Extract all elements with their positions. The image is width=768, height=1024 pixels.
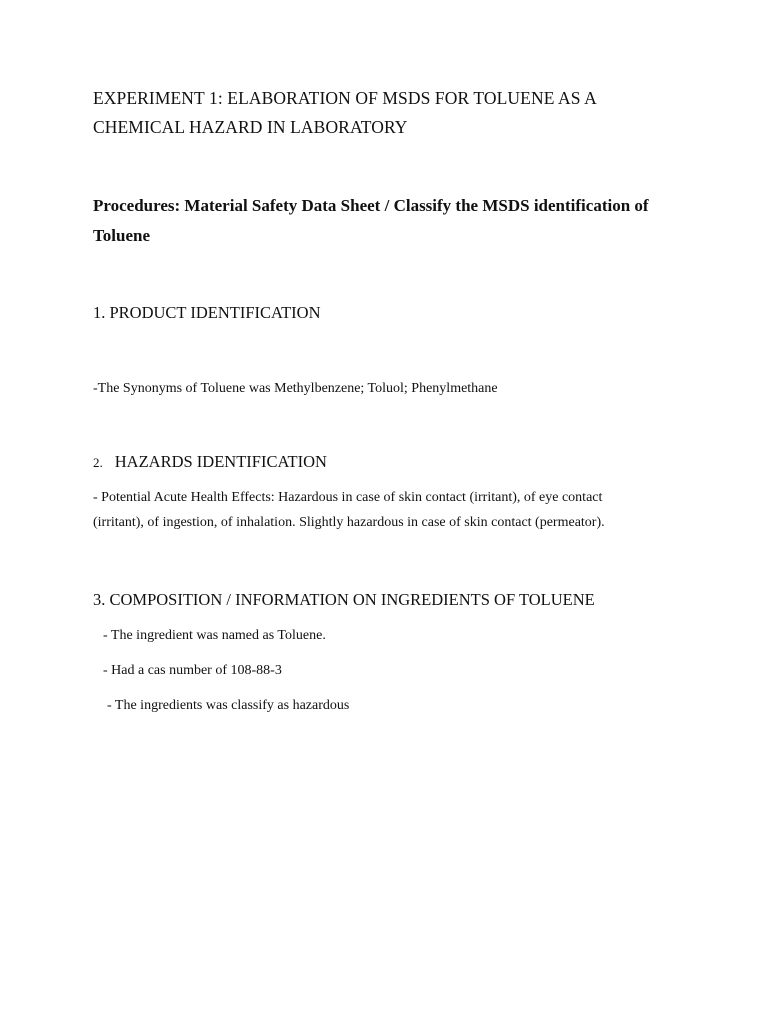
document-title-line-2: CHEMICAL HAZARD IN LABORATORY [93, 117, 408, 137]
section-2-heading: HAZARDS IDENTIFICATION [114, 452, 327, 471]
section-1-text: -The Synonyms of Toluene was Methylbenzene; Toluol; Phenylmethane [93, 381, 498, 396]
section-2-number: 2. [93, 455, 103, 470]
section-3-item-2: - Had a cas number of 108-88-3 [103, 663, 282, 678]
section-3-item-3: - The ingredients was classify as hazardous [107, 698, 350, 713]
section-3-heading: 3. COMPOSITION / INFORMATION ON INGREDIENTS OF TOLUENE [93, 590, 595, 609]
document-title-line-1: EXPERIMENT 1: ELABORATION OF MSDS FOR TOLUENE AS A [93, 88, 597, 108]
section-2-heading-row [93, 452, 327, 472]
section-3-item-1: - The ingredient was named as Toluene. [103, 628, 326, 643]
section-2-text-line-1: - Potential Acute Health Effects: Hazardous in case of skin contact (irritant), of eye contact [93, 490, 603, 505]
section-1-heading: 1. PRODUCT IDENTIFICATION [93, 303, 321, 322]
section-2-text-line-2: (irritant), of ingestion, of inhalation. Slightly hazardous in case of skin contact (permeator). [93, 515, 605, 530]
procedures-line-1: Procedures: Material Safety Data Sheet / Classify the MSDS identification of [93, 196, 649, 215]
procedures-line-2: Toluene [93, 226, 151, 245]
